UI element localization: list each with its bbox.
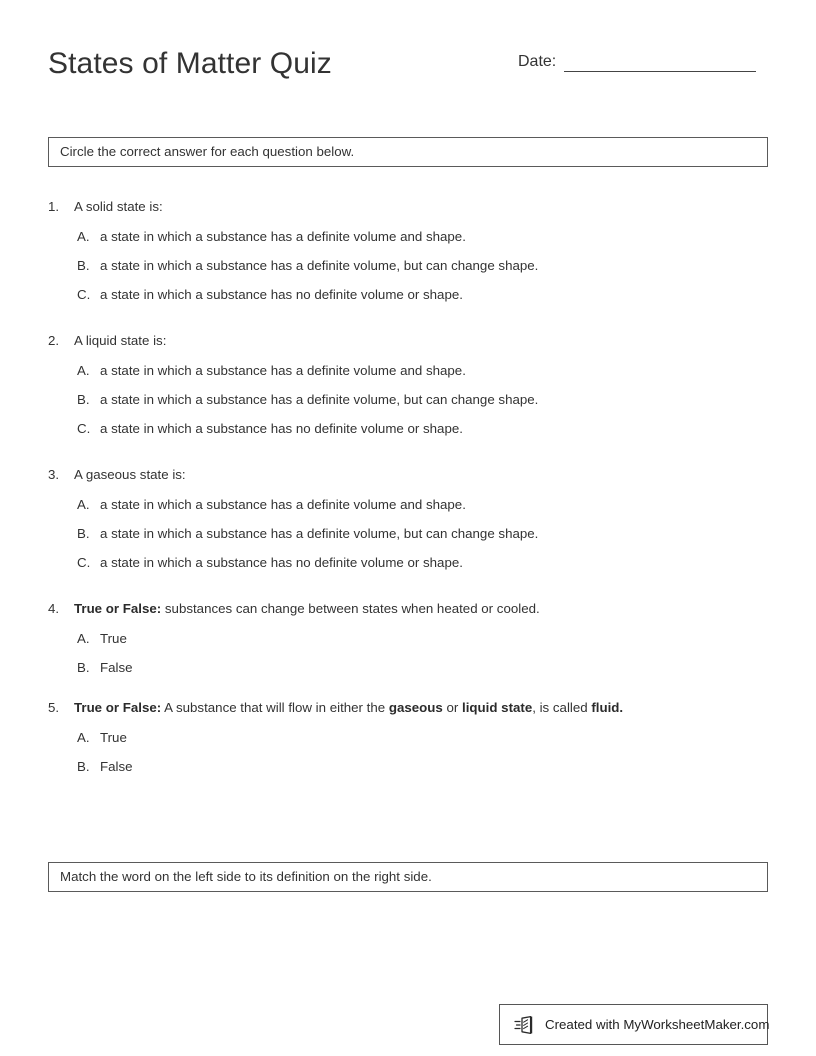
option-letter: B. [77, 759, 90, 774]
question-item [48, 330, 768, 438]
option-item[interactable] [48, 228, 768, 246]
option-letter: A. [77, 229, 90, 244]
question-prompt-row [48, 330, 768, 351]
question-prompt-row [48, 464, 768, 485]
date-field-group [518, 52, 756, 72]
option-item[interactable] [48, 420, 768, 438]
option-text: a state in which a substance has a definite volume and shape. [100, 363, 466, 378]
date-label: Date: [518, 53, 557, 70]
option-item[interactable] [48, 362, 768, 380]
questions-list [48, 196, 768, 776]
question-spacer [48, 438, 768, 464]
option-item[interactable] [48, 525, 768, 543]
question-prompt: True or False: A substance that will flow in either the gaseous or liquid state, is called fluid. [74, 700, 624, 715]
question-number: 4. [48, 601, 60, 616]
worksheet-maker-logo-icon [514, 1014, 536, 1036]
option-text: False [100, 759, 133, 774]
option-text: a state in which a substance has a definite volume and shape. [100, 229, 466, 244]
question-prompt-row [48, 196, 768, 217]
option-item[interactable] [48, 630, 768, 648]
option-item[interactable] [48, 496, 768, 514]
option-text: a state in which a substance has a definite volume, but can change shape. [100, 392, 539, 407]
footer-attribution-text: Created with MyWorksheetMaker.com [545, 1016, 770, 1032]
option-text: a state in which a substance has no definite volume or shape. [100, 555, 463, 570]
page-title: States of Matter Quiz [48, 47, 332, 80]
instruction-text: Circle the correct answer for each question below. [60, 144, 355, 159]
option-letter: A. [77, 631, 90, 646]
question-spacer [48, 304, 768, 330]
instruction-text: Match the word on the left side to its definition on the right side. [60, 869, 432, 884]
question-number: 5. [48, 700, 60, 715]
option-letter: B. [77, 526, 90, 541]
option-text: a state in which a substance has a definite volume and shape. [100, 497, 466, 512]
question-prompt: A gaseous state is: [74, 467, 186, 482]
instruction-box-match-word [48, 862, 768, 892]
option-text: a state in which a substance has a definite volume, but can change shape. [100, 526, 539, 541]
options-group [48, 496, 768, 572]
question-item [48, 697, 768, 776]
question-prompt-row [48, 697, 768, 718]
question-item [48, 598, 768, 677]
option-item[interactable] [48, 554, 768, 572]
instruction-box-circle-answer [48, 137, 768, 167]
option-text: False [100, 660, 133, 675]
question-number: 2. [48, 333, 60, 348]
option-letter: B. [77, 392, 90, 407]
option-text: a state in which a substance has no definite volume or shape. [100, 421, 463, 436]
footer-attribution-badge[interactable] [499, 1004, 768, 1045]
question-item [48, 196, 768, 304]
option-item[interactable] [48, 729, 768, 747]
options-group [48, 729, 768, 776]
question-item [48, 464, 768, 572]
option-letter: A. [77, 497, 90, 512]
option-item[interactable] [48, 257, 768, 275]
option-letter: B. [77, 660, 90, 675]
question-spacer [48, 677, 768, 697]
question-prompt: A solid state is: [74, 199, 163, 214]
option-letter: A. [77, 363, 90, 378]
option-item[interactable] [48, 758, 768, 776]
question-prompt: A liquid state is: [74, 333, 167, 348]
option-text: True [100, 631, 127, 646]
options-group [48, 630, 768, 677]
question-prompt-row [48, 598, 768, 619]
option-text: a state in which a substance has a definite volume, but can change shape. [100, 258, 539, 273]
option-letter: B. [77, 258, 90, 273]
date-input-line[interactable] [564, 52, 756, 72]
question-number: 1. [48, 199, 60, 214]
option-letter: C. [77, 287, 91, 302]
question-number: 3. [48, 467, 60, 482]
options-group [48, 228, 768, 304]
option-item[interactable] [48, 659, 768, 677]
options-group [48, 362, 768, 438]
option-letter: C. [77, 421, 91, 436]
question-prompt: True or False: substances can change between states when heated or cooled. [74, 601, 540, 616]
option-text: a state in which a substance has no definite volume or shape. [100, 287, 463, 302]
question-spacer [48, 572, 768, 598]
option-text: True [100, 730, 127, 745]
option-item[interactable] [48, 286, 768, 304]
option-letter: A. [77, 730, 90, 745]
option-item[interactable] [48, 391, 768, 409]
worksheet-header [48, 44, 768, 96]
option-letter: C. [77, 555, 91, 570]
